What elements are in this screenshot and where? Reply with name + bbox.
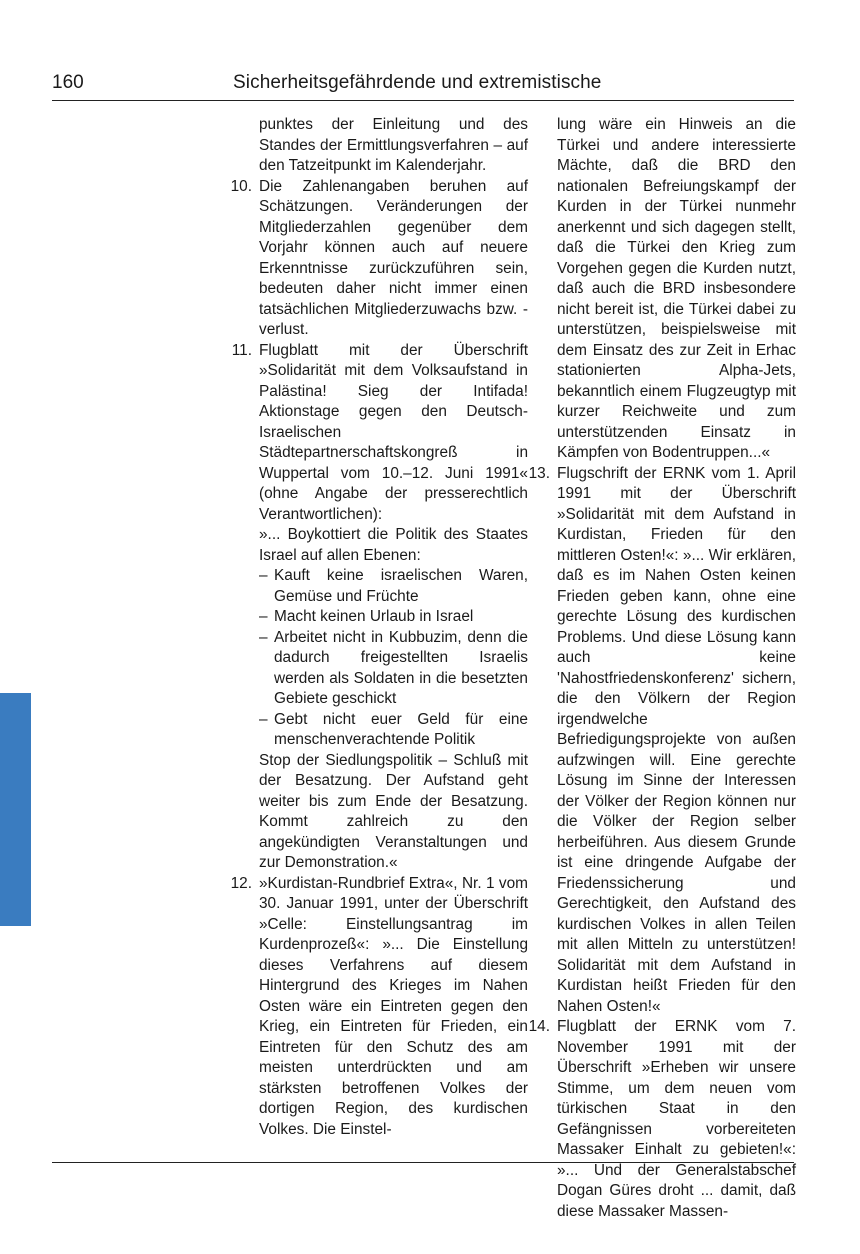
note-12 [226, 874, 528, 1141]
note-number: 14. [528, 1018, 550, 1035]
note-closing: Stop der Siedlungspolitik – Schluß mit der Besatzung. Der Aufstand geht weiter bis zum Ende der Besatzung. Kommt zahlreich zu den angekündigten Veranstaltungen und zur Demonstration.« [259, 751, 528, 871]
bullet-item [259, 566, 528, 607]
page-header [52, 70, 794, 101]
note-14 [524, 1017, 796, 1222]
bullet-text: Kauft keine israelischen Waren, Gemüse und Früchte [274, 567, 528, 605]
note-text: »Kurdistan-Rundbrief Extra«, Nr. 1 vom 30. Januar 1991, unter der Überschrift »Celle: Einstellungsantrag im Kurdenprozeß«: »... Die Einstellung dieses Verfahrens auf diesem Hintergrund des Krieges im Nahen Osten wäre ein Eintreten gegen den Krieg, ein Eintreten für Frieden, ein Eintreten für den Schutz des am meisten unterdrückten und am stärksten betroffenen Volkes der dortigen Region, des kurdischen Volkes. Die Einstel- [259, 874, 528, 1138]
note-13 [524, 464, 796, 1018]
footer-rule [52, 1162, 794, 1163]
continuation-text: lung wäre ein Hinweis an die Türkei und andere interessierte Mächte, daß die BRD den nationalen Befreiungskampf der Kurden in der Türkei nunmehr anerkennt und sich dagegen stellt, daß die Türkei den Krieg zum Vorgehen gegen die Kurden nutzt, daß auch die BRD insbesondere nicht bereit ist, die Türkei dabei zu unterstützen, beispielsweise mit dem Einsatz des zur Zeit in Erhac stationierten Alpha-Jets, bekanntlich einem Flugzeugtyp mit kurzer Reichweite und zum unterstützenden Einsatz in Kämpfen von Bodentruppen...« [557, 116, 796, 461]
note-11 [226, 341, 528, 874]
bullet-text: Arbeitet nicht in Kubbuzim, denn die dadurch freigestellten Israelis werden als Soldaten in die besetzten Gebiete geschickt [274, 628, 528, 707]
note-intro: Flugblatt mit der Überschrift »Solidarität mit dem Volksaufstand in Palästina! Sieg der Intifada! Aktionstage gegen den Deutsch-Israelischen Städtepartnerschaftskongreß in Wuppertal vom 10.–12. Juni 1991« (ohne Angabe der presserechtlich Verantwortlichen): [259, 341, 528, 523]
bullet-item [259, 607, 528, 628]
dash-icon: – [259, 710, 268, 728]
note-number: 12. [230, 874, 252, 892]
bullet-item [259, 628, 528, 710]
note-text: Flugschrift der ERNK vom 1. April 1991 mit der Überschrift »Solidarität mit dem Aufstand in Kurdistan, Frieden für den mittleren Osten!«: »... Wir erklären, daß es im Nahen Osten keinen Frieden geben kann, ohne eine gerechte Lösung des kurdischen Problems. Und diese Lösung kann auch keine 'Nahostfriedenskonferenz' sichern, die den Völkern der Region irgendwelche Befriedigungsprojekte von außen aufzwingen will. Eine gerechte Lösung im Sinne der Interessen der Völker der Region können nur die Völker der Region selber herbeiführen. Aus diesem Grunde ist eine dringende Aufgabe der Friedenssicherung und Gerechtigkeit, den Aufstand des kurdischen Volkes in allen Teilen mit allen Mitteln zu unterstützen! Solidarität mit dem Aufstand in Kurdistan heißt Frieden für den Nahen Osten!« [557, 464, 796, 1015]
continuation-text: punktes der Einleitung und des Standes der Ermittlungsverfahren – auf den Tatzeitpunkt im Kalenderjahr. [259, 116, 528, 174]
note-body [259, 341, 528, 874]
dash-icon: – [259, 628, 268, 646]
note-number: 13. [528, 464, 550, 482]
bullet-item [259, 710, 528, 751]
note-text: Flugblatt der ERNK vom 7. November 1991 mit der Überschrift »Erheben wir unsere Stimme, um dem neuen vom türkischen Staat in den Gefängnissen vorbereiteten Massaker Einhalt zu gebieten!«: »... Und der Generalstabschef Dogan Güres droht ... damit, daß diese Massaker Massen- [557, 1018, 796, 1220]
dash-icon: – [259, 567, 268, 584]
note-number: 10. [230, 177, 252, 195]
quote-start: »... Boykottiert die Politik des Staates Israel auf allen Ebenen: [259, 526, 528, 564]
note-number: 11. [231, 341, 252, 359]
dash-icon: – [259, 608, 268, 625]
continuation-right [524, 115, 796, 464]
running-title: Sicherheitsgefährdende und extremistische [233, 72, 602, 93]
left-column [226, 115, 528, 1140]
note-text: Die Zahlenangaben beruhen auf Schätzungen. Veränderungen der Mitgliederzahlen gegenüber dem Vorjahr können auch auf neuere Erkenntnisse zurückzuführen sein, bedeuten daher nicht immer einen tatsächlichen Mitgliederzuwachs bzw. -verlust. [259, 177, 528, 338]
side-color-tab [0, 693, 31, 926]
bullet-text: Gebt nicht euer Geld für eine menschenverachtende Politik [274, 710, 528, 748]
note-10 [226, 177, 528, 341]
bullet-text: Macht keinen Urlaub in Israel [274, 608, 474, 625]
continuation-left [226, 115, 528, 177]
right-column [524, 115, 796, 1222]
page-number: 160 [52, 72, 84, 93]
